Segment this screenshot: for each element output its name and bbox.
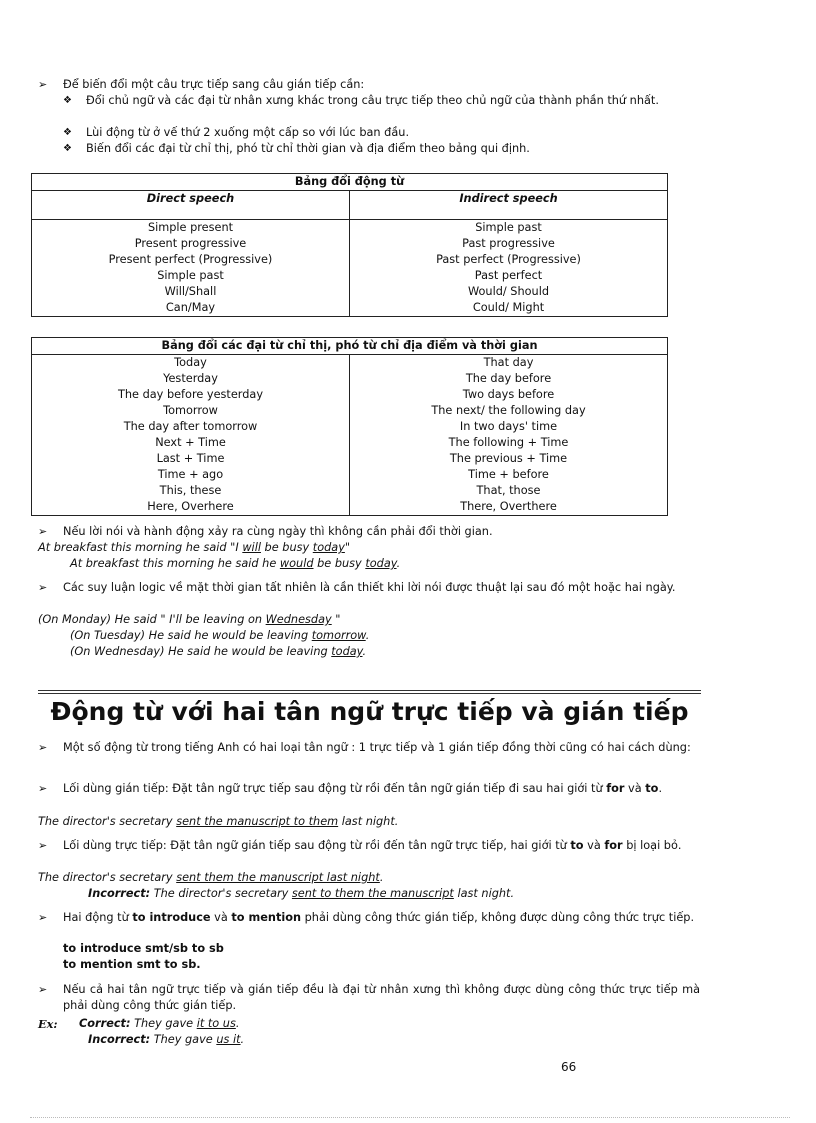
table-cell: That day (483, 356, 534, 369)
underlined-text: today (331, 645, 363, 658)
table-cell: The next/ the following day (431, 404, 586, 417)
text: . (240, 1033, 245, 1046)
text: be busy (260, 541, 313, 554)
table-cell: Present perfect (Progressive) (108, 253, 273, 266)
underlined-text: sent to them the manuscript (291, 887, 454, 900)
diamond-bullet-icon: ❖ (63, 143, 72, 154)
bold-label: Incorrect: (88, 887, 151, 900)
arrow-bullet-icon: ➢ (38, 525, 48, 538)
table-cell: Here, Overhere (147, 500, 234, 513)
example-line (38, 612, 341, 628)
text: (On Tuesday) He said he would be leaving (70, 629, 312, 642)
table-cell: The day before yesterday (117, 388, 264, 401)
table-cell: Simple present (147, 221, 234, 234)
table-cell: Can/May (165, 301, 216, 314)
heading-rule (38, 690, 701, 691)
table-cell: There, Overthere (460, 500, 557, 513)
example-line (70, 556, 400, 572)
table-cell: The previous + Time (449, 452, 568, 465)
example-line (38, 814, 398, 830)
table-cell: The day after tomorrow (123, 420, 258, 433)
example-line (70, 644, 366, 660)
table2-caption: Bảng đổi các đại từ chỉ thị, phó từ chỉ địa điểm và thời gian (32, 338, 668, 355)
bold-text: to (570, 839, 584, 852)
section2-p4 (63, 910, 700, 926)
text: và (210, 911, 232, 924)
underlined-text: sent the manuscript to them (176, 815, 339, 828)
table-cell: Two days before (462, 388, 555, 401)
text: Hai động từ (63, 911, 133, 924)
example-label: Ex: (38, 1017, 58, 1031)
table2-indirect-column (350, 355, 668, 516)
verb-change-table (31, 173, 668, 317)
text: . (658, 782, 663, 795)
table-cell: Last + Time (156, 452, 225, 465)
text: phải dùng công thức gián tiếp, không được dùng công thức trực tiếp. (301, 911, 695, 924)
text: . (362, 645, 367, 658)
text: . (235, 1017, 240, 1030)
text: Lối dùng trực tiếp: Đặt tân ngữ gián tiếp sau động từ rồi đến tân ngữ trực tiếp, hai giới từ (63, 839, 571, 852)
page-number: 66 (561, 1060, 577, 1074)
text: bị loại bỏ. (622, 839, 682, 852)
table1-caption: Bảng đổi động từ (32, 174, 668, 191)
underlined-text: today (365, 557, 397, 570)
table-cell: Today (174, 356, 207, 369)
note-logic: Các suy luận logic về mặt thời gian tất nhiên là cần thiết khi lời nói được thuật lại sau đó một hoặc hai ngày. (63, 581, 676, 594)
underlined-text: us it (216, 1033, 241, 1046)
text: " (344, 541, 351, 554)
underlined-text: Wednesday (265, 613, 332, 626)
section2-p1: Một số động từ trong tiếng Anh có hai loại tân ngữ : 1 trực tiếp và 1 gián tiếp đồng thời cũng có hai cách dùng: (63, 741, 691, 754)
table-cell: Present progressive (134, 237, 247, 250)
formula-line: to introduce smt/sb to sb (63, 942, 224, 955)
text: " (331, 613, 341, 626)
diamond-bullet-icon: ❖ (63, 127, 72, 138)
example-line (88, 886, 514, 902)
arrow-bullet-icon: ➢ (38, 741, 48, 754)
intro-main: Để biến đổi một câu trực tiếp sang câu gián tiếp cần: (63, 78, 365, 91)
table1-header-indirect: Indirect speech (350, 191, 668, 220)
intro-sub-2: Lùi động từ ở vế thứ 2 xuống một cấp so với lúc ban đầu. (86, 126, 410, 139)
underlined-text: today (312, 541, 345, 554)
arrow-bullet-icon: ➢ (38, 839, 48, 852)
text: và (624, 782, 646, 795)
example-line (38, 870, 383, 886)
section-title: Động từ với hai tân ngữ trực tiếp và gián tiếp (50, 697, 689, 726)
text: (On Wednesday) He said he would be leaving (70, 645, 332, 658)
text: (On Monday) He said " I'll be leaving on (38, 613, 266, 626)
arrow-bullet-icon: ➢ (38, 78, 48, 91)
bold-label: Incorrect: (88, 1033, 151, 1046)
table-cell: Yesterday (163, 372, 218, 385)
text: The director's secretary (38, 871, 177, 884)
adverb-change-table (31, 337, 668, 516)
example-line (38, 540, 350, 556)
text: . (379, 871, 384, 884)
text: The director's secretary (38, 815, 177, 828)
underlined-text: would (279, 557, 314, 570)
text: They gave (130, 1017, 197, 1030)
section2-p5: Nếu cả hai tân ngữ trực tiếp và gián tiếp đều là đại từ nhân xưng thì không được dùng công thức trực tiếp mà phải dùng công thức gián tiếp. (63, 983, 700, 1012)
underlined-text: will (242, 541, 261, 554)
page-footer-line (30, 1117, 790, 1118)
table-cell: Past progressive (462, 237, 555, 250)
text: They gave (150, 1033, 217, 1046)
table-cell: The day before (465, 372, 552, 385)
example-line (70, 628, 369, 644)
table2-direct-column (32, 355, 350, 516)
text: The director's secretary (150, 887, 292, 900)
section2-p2 (63, 781, 700, 797)
table-cell: This, these (159, 484, 222, 497)
heading-rule (38, 693, 701, 694)
bold-text: to introduce (132, 911, 211, 924)
diamond-bullet-icon: ❖ (63, 95, 72, 106)
table-cell: Past perfect (Progressive) (436, 253, 581, 266)
underlined-text: tomorrow (311, 629, 366, 642)
text: Lối dùng gián tiếp: Đặt tân ngữ trực tiếp sau động từ rồi đến tân ngữ gián tiếp đi sau hai giới từ (63, 782, 607, 795)
table-cell: The following + Time (448, 436, 569, 449)
intro-sub-3: Biến đổi các đại từ chỉ thị, phó từ chỉ thời gian và địa điểm theo bảng qui định. (86, 142, 530, 155)
bold-text: for (606, 782, 625, 795)
table-cell: In two days' time (459, 420, 558, 433)
bold-label: Correct: (79, 1017, 131, 1030)
bold-text: for (604, 839, 623, 852)
arrow-bullet-icon: ➢ (38, 581, 48, 594)
text: và (583, 839, 605, 852)
note-same-day: Nếu lời nói và hành động xảy ra cùng ngày thì không cần phải đổi thời gian. (63, 525, 493, 538)
formula-line: to mention smt to sb. (63, 958, 201, 971)
table1-indirect-column (350, 220, 668, 317)
example-line (88, 1032, 244, 1048)
table-cell: That, those (476, 484, 541, 497)
text: last night. (453, 887, 515, 900)
bold-text: to (645, 782, 659, 795)
table-cell: Time + ago (157, 468, 224, 481)
text: . (396, 557, 401, 570)
intro-sub-1: Đổi chủ ngữ và các đại từ nhân xưng khác trong câu trực tiếp theo chủ ngữ của thành phần thứ nhất. (86, 94, 659, 107)
table-cell: Simple past (157, 269, 224, 282)
arrow-bullet-icon: ➢ (38, 911, 48, 924)
arrow-bullet-icon: ➢ (38, 782, 48, 795)
underlined-text: sent them the manuscript last night (176, 871, 380, 884)
example-line (79, 1016, 239, 1032)
text: last night. (338, 815, 399, 828)
table-cell: Simple past (475, 221, 542, 234)
table-cell: Could/ Might (472, 301, 545, 314)
text: be busy (313, 557, 366, 570)
arrow-bullet-icon: ➢ (38, 983, 48, 996)
table-cell: Next + Time (155, 436, 226, 449)
text: At breakfast this morning he said "I (38, 541, 243, 554)
text: . (365, 629, 370, 642)
table-cell: Will/Shall (164, 285, 217, 298)
section2-p3 (63, 838, 700, 854)
table1-direct-column (32, 220, 350, 317)
table-cell: Past perfect (474, 269, 543, 282)
bold-text: to mention (231, 911, 302, 924)
table-cell: Time + before (468, 468, 549, 481)
table-cell: Would/ Should (468, 285, 549, 298)
underlined-text: it to us (196, 1017, 236, 1030)
table1-header-direct: Direct speech (32, 191, 350, 220)
text: At breakfast this morning he said he (70, 557, 280, 570)
table-cell: Tomorrow (163, 404, 218, 417)
